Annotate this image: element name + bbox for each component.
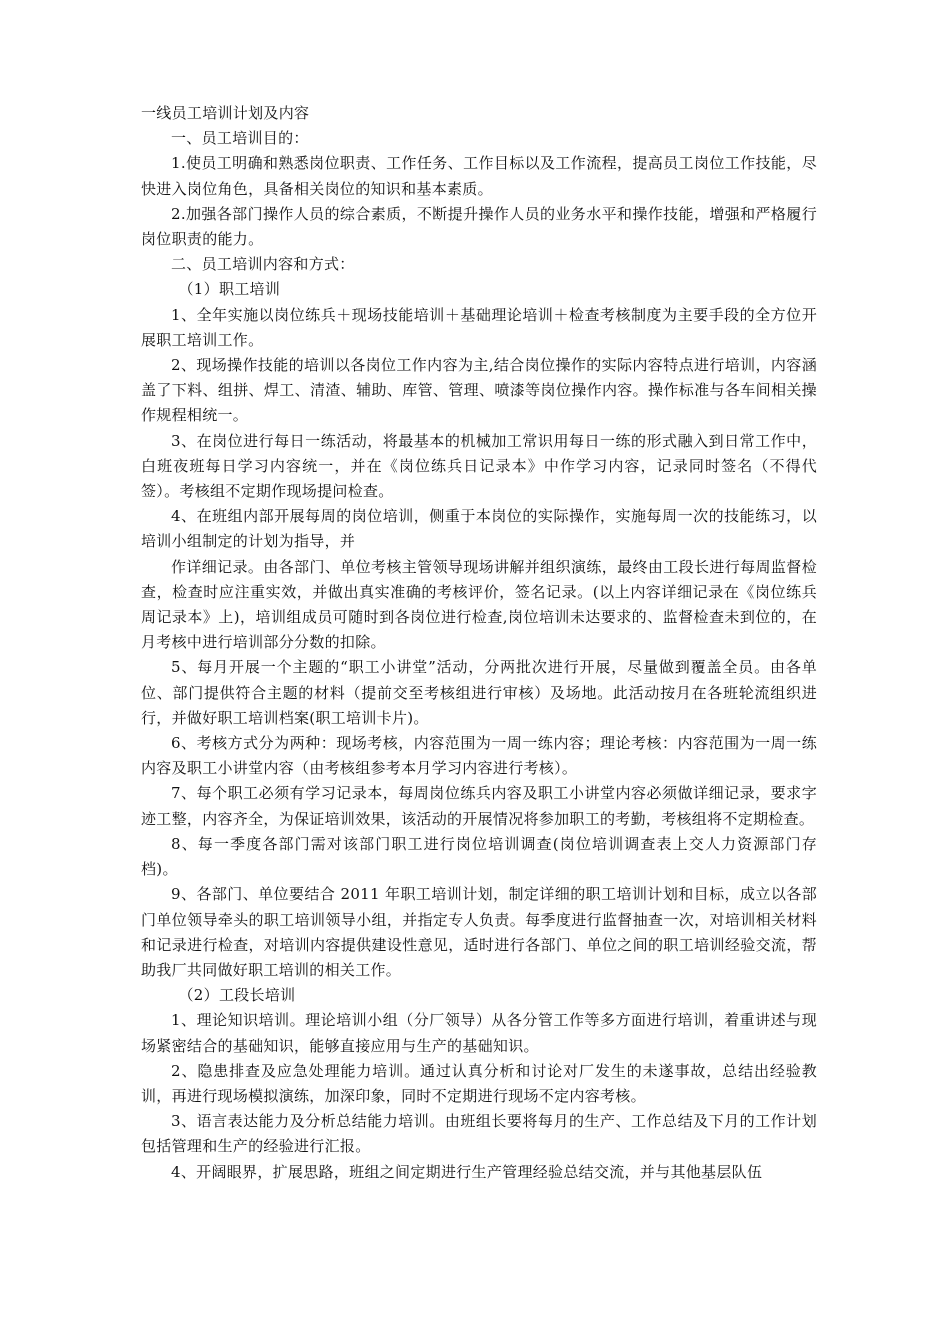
paragraph: 2、隐患排查及应急处理能力培训。通过认真分析和讨论对厂发生的未遂事故，总结出经验教训，再进行现场模拟演练，加深印象，同时不定期进行现场不定内容考核。 <box>141 1061 817 1105</box>
paragraph: 4、在班组内部开展每周的岗位培训，侧重于本岗位的实际操作，实施每周一次的技能练习，以培训小组制定的计划为指导，并 <box>141 507 817 551</box>
paragraph: 2.加强各部门操作人员的综合素质，不断提升操作人员的业务水平和操作技能，增强和严格履行岗位职责的能力。 <box>141 204 817 249</box>
paragraph: 9、各部门、单位要结合 2011 年职工培训计划，制定详细的职工培训计划和目标，成立以各部门单位领导牵头的职工培训领导小组，并指定专人负责。每季度进行监督抽查一次，对培训相关材料和记录进行检查，对培训内容提供建设性意见，适时进行各部门、单位之间的职工培训经验交流，帮助我厂共同做好职工培训的相关工作。 <box>141 885 817 979</box>
subsection-heading-foreman: （2）工段长培训 <box>178 986 296 1005</box>
section-heading-purpose: 一、员工培训目的： <box>171 129 309 148</box>
paragraph: 5、每月开展一个主题的“职工小讲堂”活动，分两批次进行开展，尽量做到覆盖全员。由各单位、部门提供符合主题的材料（提前交至考核组进行审核）及场地。此活动按月在各班轮流组织进行，并做好职工培训档案(职工培训卡片)。 <box>141 658 817 727</box>
paragraph: 6、考核方式分为两种：现场考核，内容范围为一周一练内容；理论考核：内容范围为一周一练内容及职工小讲堂内容（由考核组参考本月学习内容进行考核）。 <box>141 734 817 778</box>
paragraph: 1.使员工明确和熟悉岗位职责、工作任务、工作目标以及工作流程，提高员工岗位工作技能，尽快进入岗位角色，具备相关岗位的知识和基本素质。 <box>141 154 817 198</box>
paragraph: 1、全年实施以岗位练兵＋现场技能培训＋基础理论培训＋检查考核制度为主要手段的全方位开展职工培训工作。 <box>141 305 817 349</box>
paragraph: 3、语言表达能力及分析总结能力培训。由班组长要将每月的生产、工作总结及下月的工作计划包括管理和生产的经验进行汇报。 <box>141 1112 817 1156</box>
paragraph: 7、每个职工必须有学习记录本，每周岗位练兵内容及职工小讲堂内容必须做详细记录，要求字迹工整，内容齐全，为保证培训效果，该活动的开展情况将参加职工的考勤，考核组将不定期检查。 <box>141 784 817 828</box>
section-heading-content: 二、员工培训内容和方式： <box>171 255 355 274</box>
paragraph: 8、每一季度各部门需对该部门职工进行岗位培训调查(岗位培训调查表上交人力资源部门存档)。 <box>141 834 817 879</box>
paragraph: 作详细记录。由各部门、单位考核主管领导现场讲解并组织演练，最终由工段长进行每周监督检查，检查时应注重实效，并做出真实准确的考核评价，签名记录。(以上内容详细记录在《岗位练兵周记录本》上)，培训组成员可随时到各岗位进行检查,岗位培训未达要求的、监督检查未到位的，在月考核中进行培训部分分数的扣除。 <box>141 557 817 652</box>
document-title: 一线员工培训计划及内容 <box>141 104 310 122</box>
subsection-heading-staff: （1）职工培训 <box>178 280 281 299</box>
document-body <box>141 101 817 1185</box>
paragraph: 2、现场操作技能的培训以各岗位工作内容为主,结合岗位操作的实际内容特点进行培训，内容涵盖了下料、组拼、焊工、清渣、辅助、库管、管理、喷漆等岗位操作内容。操作标准与各车间相关操作规程相统一。 <box>141 356 817 425</box>
paragraph: 4、开阔眼界，扩展思路，班组之间定期进行生产管理经验总结交流，并与其他基层队伍 <box>171 1162 763 1181</box>
paragraph: 1、理论知识培训。理论培训小组（分厂领导）从各分管工作等多方面进行培训，着重讲述与现场紧密结合的基础知识，能够直接应用与生产的基础知识。 <box>141 1011 817 1055</box>
paragraph: 3、在岗位进行每日一练活动，将最基本的机械加工常识用每日一练的形式融入到日常工作中，白班夜班每日学习内容统一，并在《岗位练兵日记录本》中作学习内容，记录同时签名（不得代签）。考核组不定期作现场提问检查。 <box>141 431 817 501</box>
